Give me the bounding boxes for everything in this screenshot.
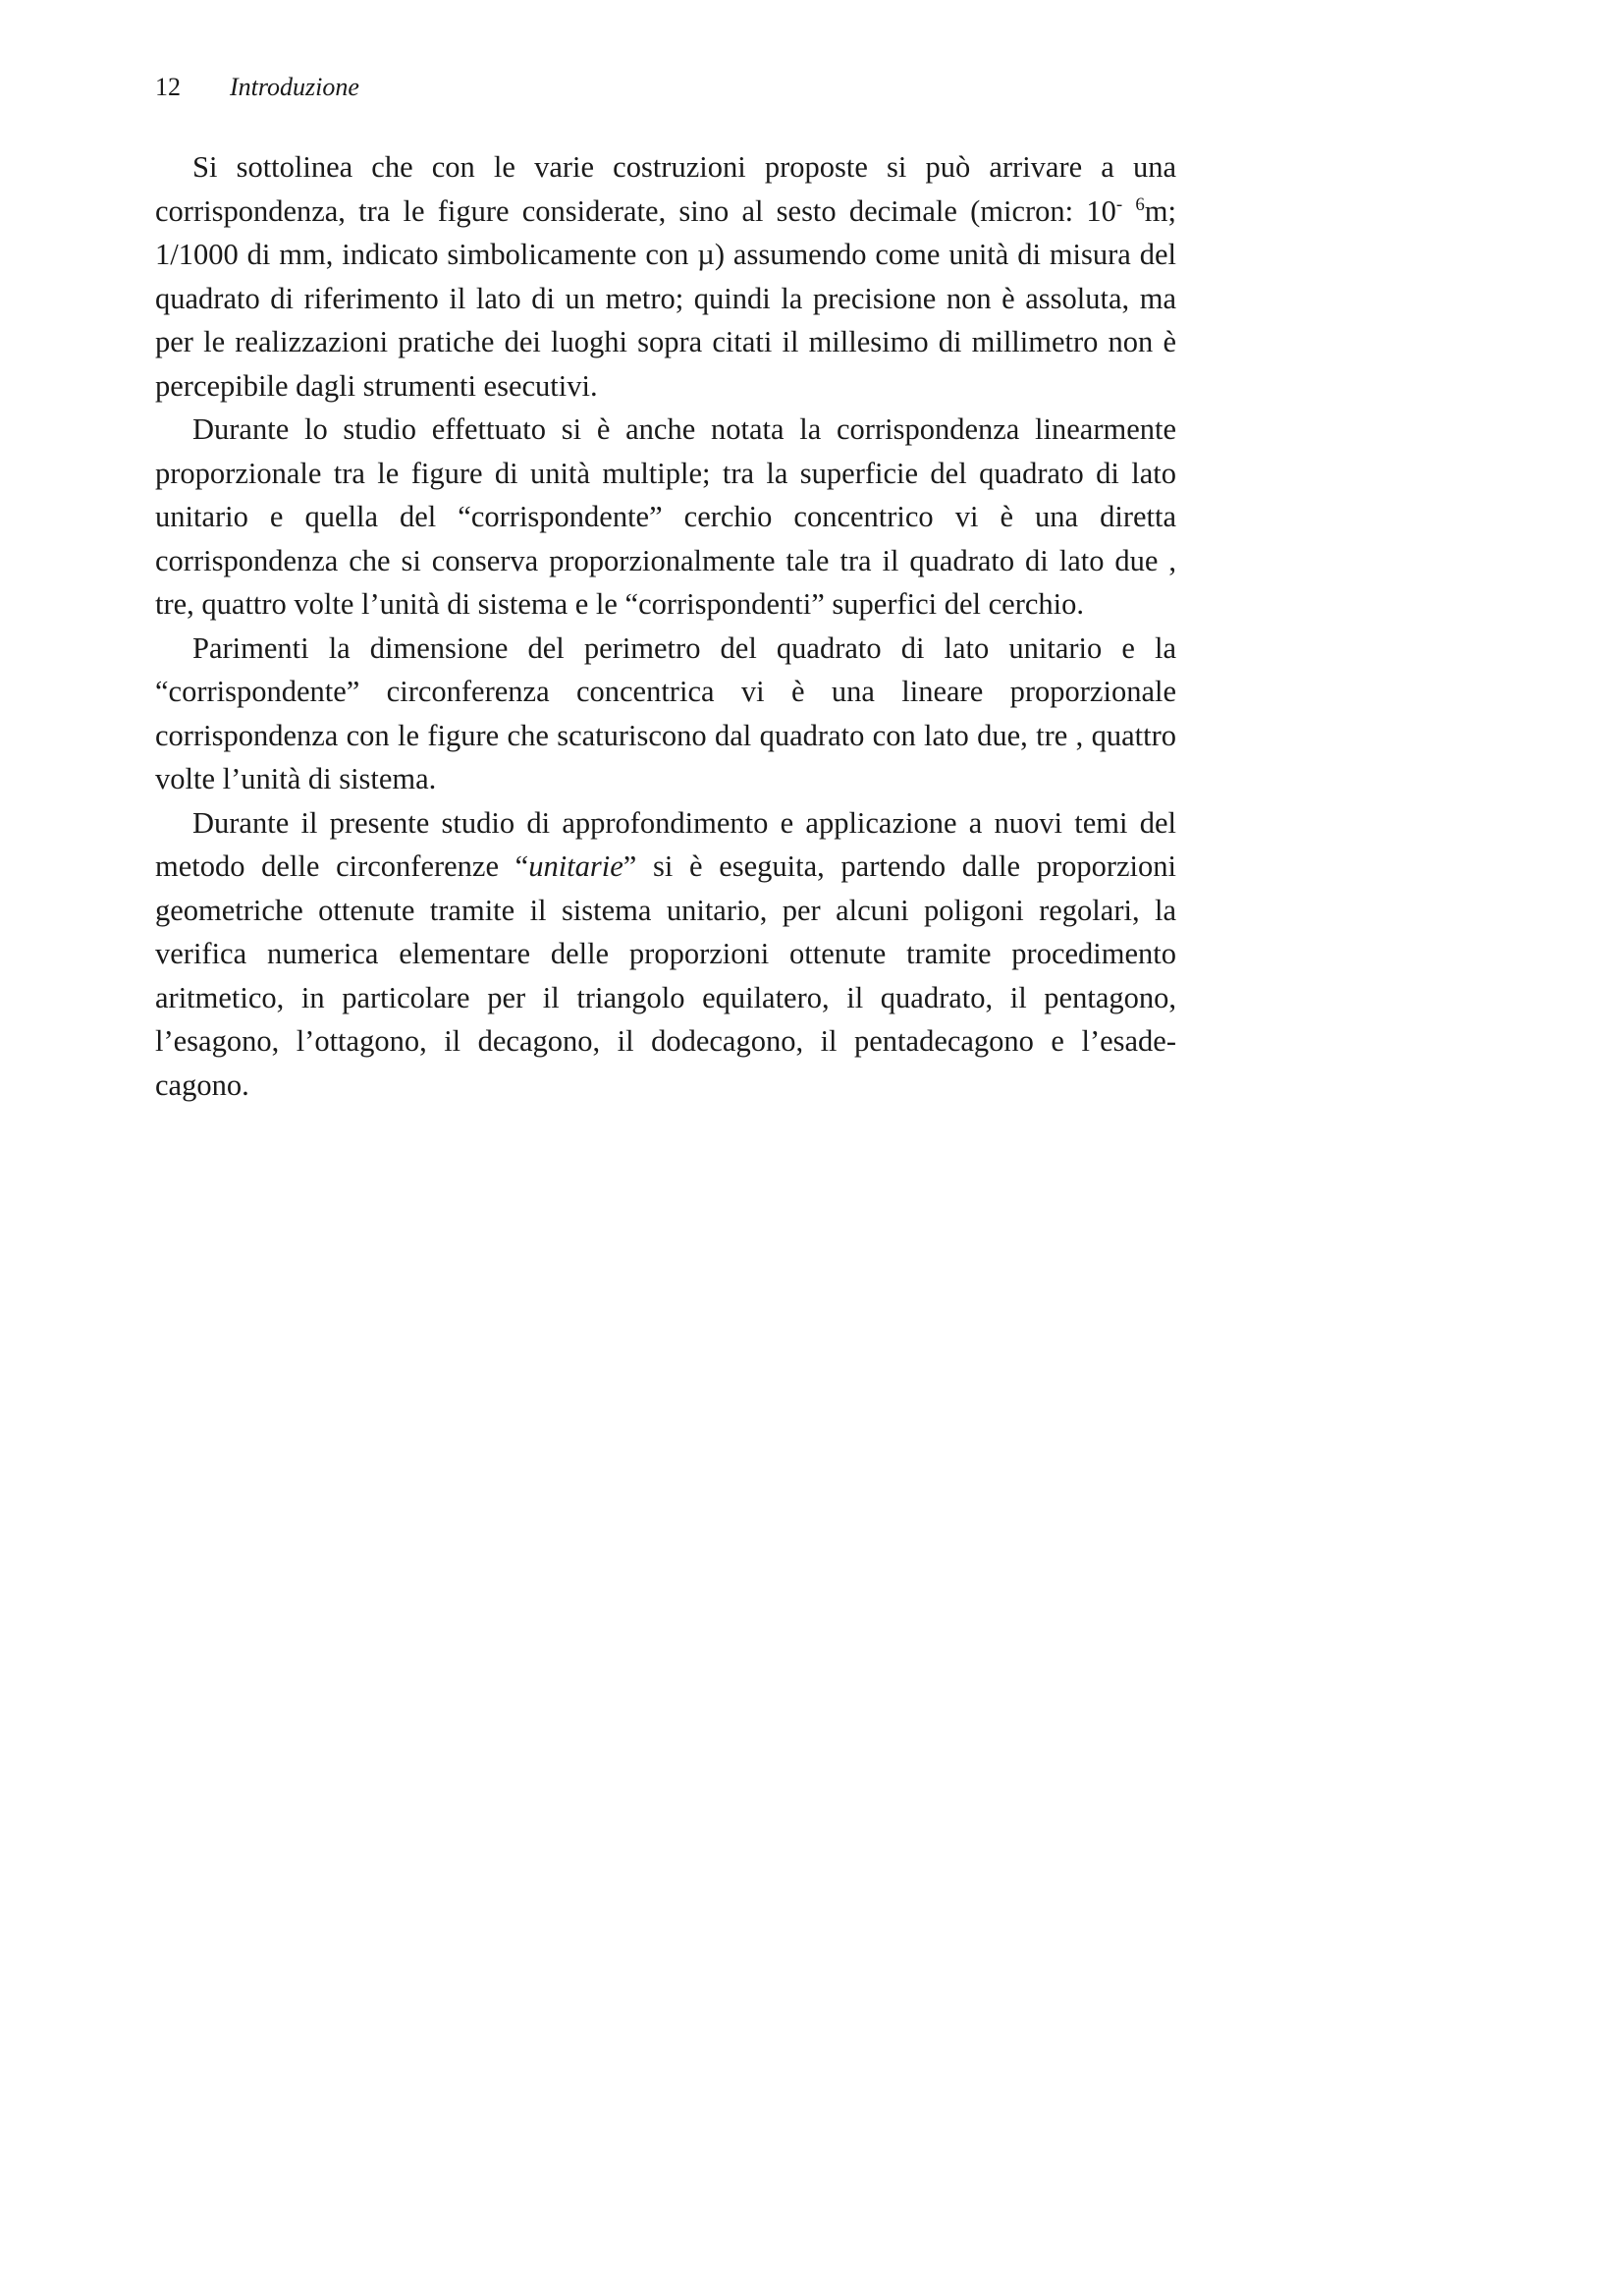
paragraph-4-text-a: Durante il presente studio di approfondimento e applicazione a nuovi temi del metodo delle circonferenze “: [155, 805, 1176, 883]
paragraph-1-text-a: Si sottolinea che con le varie costruzioni proposte si può arrivare a una corrispondenza, tra le figure considerate, sino al sesto decimale (micron: 10: [155, 150, 1176, 228]
page-number: 12: [155, 73, 181, 101]
running-title: Introduzione: [230, 73, 359, 101]
page-header: [155, 71, 359, 104]
paragraph-4: [155, 801, 1176, 1108]
superscript-six: 6: [1135, 193, 1145, 215]
paragraph-1: [155, 145, 1176, 408]
paragraph-1-text-b: m; 1/1000 di mm, indicato simbolicamente con µ) assumendo come unità di misura del quadrato di riferimento il lato di un metro; quindi la precisione non è assoluta, ma per le realizzazioni pratiche dei luoghi sopra citati il millesimo di millimetro non è percepibile dagli strumenti esecutivi.: [155, 193, 1176, 403]
body-text: [155, 145, 1176, 1107]
emphasized-word: unitarie: [528, 849, 623, 883]
paragraph-4-text-b: ” si è eseguita, partendo dalle proporzioni geometriche ottenute tramite il sistema unitario, per alcuni poligoni regolari, la verifica numerica elementare delle proporzioni ottenute tramite procedimento aritmetico, in particolare per il triangolo equilatero, il quadrato, il pentagono, l’esagono, l’ottagono, il decagono, il dodecagono, il pentadecagono e l’esade-cagono.: [155, 849, 1177, 1102]
paragraph-2: Durante lo studio effettuato si è anche notata la corrispondenza linearmente proporzionale tra le figure di unità multiple; tra la superficie del quadrato di lato unitario e quella del “corrispondente” cerchio concentrico vi è una diretta corrispondenza che si conserva proporzionalmente tale tra il quadrato di lato due , tre, quattro volte l’unità di sistema e le “corrispondenti” superfici del cerchio.: [155, 412, 1176, 621]
paragraph-3: Parimenti la dimensione del perimetro del quadrato di lato unitario e la “corrispondente” circonferenza concentrica vi è una lineare proporzionale corrispondenza con le figure che scaturiscono dal quadrato con lato due, tre , quattro volte l’unità di sistema.: [155, 630, 1176, 795]
superscript-minus: -: [1115, 193, 1123, 215]
